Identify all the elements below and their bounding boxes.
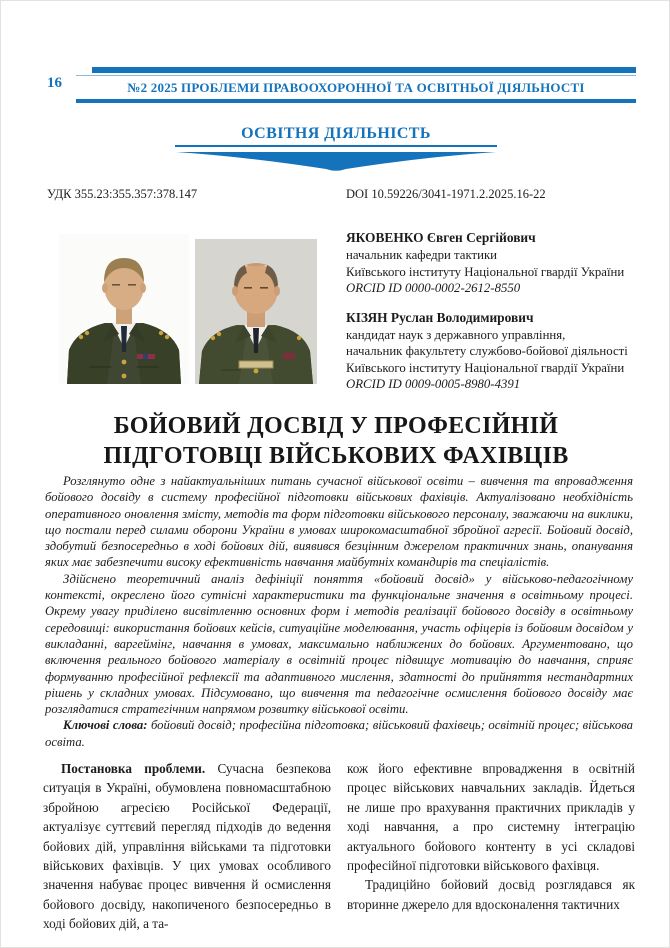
author-position: начальник факультету службово-бойової діяльності [346,344,628,359]
paragraph-lead: Постановка проблеми. [61,761,206,776]
page-number: 16 [47,75,62,91]
author-position: начальник кафедри тактики [346,248,498,263]
author-affiliation: Київського інституту Національної гвардії України [346,360,625,375]
author-name: КІЗЯН Руслан Володимирович [346,309,534,325]
author-affiliation: Київського інституту Національної гвардії України [346,264,625,279]
author-block-2 [346,310,638,393]
udc-code: УДК 355.23:355.357:378.147 [47,187,198,201]
author-degree: кандидат наук з державного управління, [346,328,566,343]
journal-title-line: №2 2025 ПРОБЛЕМИ ПРАВООХОРОННОЇ ТА ОСВІТНЬОЇ ДІЯЛЬНОСТІ [127,80,585,95]
article-title-line-2: ПІДГОТОВЦІ ВІЙСЬКОВИХ ФАХІВЦІВ [103,443,569,469]
journal-header [76,67,636,103]
keywords-label: Ключові слова: [63,718,148,733]
body-paragraph-2: Традиційно бойовий досвід розглядався як вторинне джерело для вдосконалення тактичних [347,877,635,912]
body-paragraph-1 [43,759,331,934]
body-paragraph-1-continued: кож його ефективне впровадження в освітній процес військових навчальних закладів. Йдеться не лише про врахування практичних прикладів у ході навчання, а про системну інтеграцію актуального бойового контенту в усі складові професійної підготовки військового фахівця. [347,761,635,874]
section-heading [1,125,670,173]
author-block-1 [346,230,638,297]
article-title-line-1: БОЙОВИЙ ДОСВІД У ПРОФЕСІЙНІЙ [113,413,559,439]
author-photo-2 [195,239,317,384]
body-column-left [43,759,331,934]
doi-code: DOI 10.59226/3041-1971.2.2025.16-22 [346,187,546,201]
author-orcid: ORCID ID 0000-0002-2612-8550 [346,281,521,296]
section-title: ОСВІТНЯ ДІЯЛЬНІСТЬ [241,125,431,142]
keywords-line [45,717,633,750]
author-orcid: ORCID ID 0009-0005-8980-4391 [346,377,521,392]
keywords-text: бойовий досвід; професійна підготовка; військовий фахівець; освітній процес; військова освіта. [45,718,633,749]
abstract-paragraph-2: Здійснено теоретичний аналіз дефініції поняття «бойовий досвід» у військово-педагогічному контексті, окреслено його сутнісні характеристики та функціональне значення в освітньому процесі. Окрему увагу приділено висвітленню основних форм і методів реалізації бойового досвіду в освітньому середовищі: використання бойових кейсів, ситуаційне моделювання, участь офіцерів із бойовим досвідом у викладанні, варгеймінг, навчання в умовах, максимально наближених до бойових. Аргументовано, що включення реального бойового матеріалу в освітній процес підвищує мотивацію до навчання, сприяє формуванню професійної рефлексії та адаптивного мислення, здатності до прийняття нестандартних рішень у складних умовах. Підсумовано, що вивчення та педагогічне осмислення бойового досвіду має розглядатися стратегічним напрямом розвитку військової освіти. [45,571,633,717]
author-info [346,230,638,393]
body-text [43,759,635,934]
author-photo-1 [59,234,189,384]
author-photos [59,234,317,384]
author-name: ЯКОВЕНКО Євген Сергійович [346,230,536,245]
header-bottom-bar [76,99,636,103]
article-title [1,411,670,471]
chevron-down-icon [175,152,497,173]
paragraph-text: Сучасна безпекова ситуація в Україні, обумовлена повномасштабною збройною агресією Російської Федерації, актуалізує суттєвий перегляд підходів до ведення бойових дій, управління військами та підготовки військових фахівців. У цих умовах особливого значення набуває процес вивчення й осмислення бойового досвіду, накопиченого безпосередньо в ході бойових дій, а та- [43,761,331,932]
abstract [45,473,633,750]
abstract-paragraph-1: Розглянуто одне з найактуальніших питань сучасної військової освіти – вивчення та впровадження бойового досвіду в систему професійної підготовки військових фахівців. Актуалізовано необхідність оперативного оновлення змісту, методів та форм підготовки військового персоналу, зважаючи на виклики, що постали перед силами оборони України в умовах широкомасштабної збройної агресії. Бойовий досвід, здобутий безпосередньо в ході бойових дій, виявився безцінним джерелом практичних знань, опанування яких має забезпечити високу ефективність навчання майбутніх командирів та спеціалістів. [45,474,633,570]
section-underline [175,145,497,147]
header-top-bar [92,67,636,73]
body-column-right [347,759,635,934]
